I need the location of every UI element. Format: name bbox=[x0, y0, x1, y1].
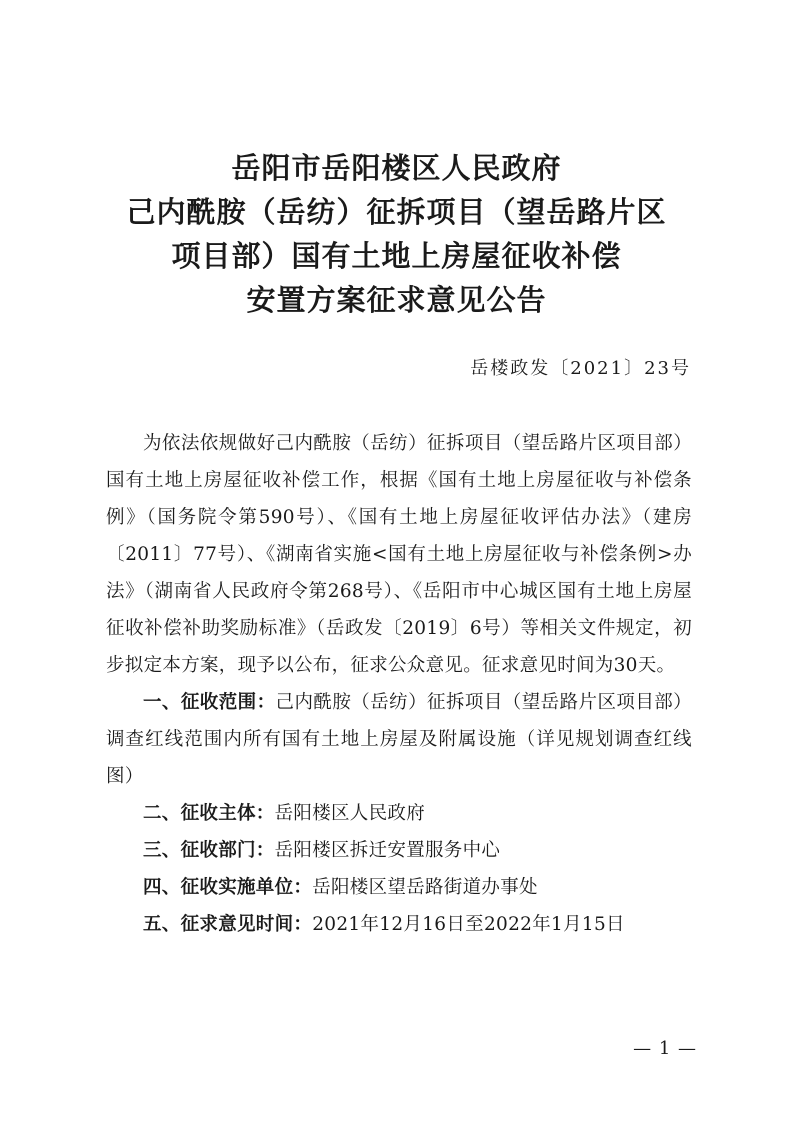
section-text: 己内酰胺（岳纺）征拆项目（望岳路片区项目部）调查红线范围内所有国有土地上房屋及附属设施（详见规划调查红线图） bbox=[106, 692, 692, 787]
section-label: 四、征收实施单位： bbox=[143, 877, 313, 898]
section-period bbox=[106, 906, 692, 943]
section-label: 五、征求意见时间： bbox=[143, 914, 313, 935]
section-subject bbox=[106, 795, 692, 832]
document-title bbox=[0, 146, 793, 322]
section-label: 一、征收范围： bbox=[143, 692, 276, 713]
title-line-1: 岳阳市岳阳楼区人民政府 bbox=[231, 151, 562, 185]
title-line-3: 项目部）国有土地上房屋征收补偿 bbox=[171, 239, 622, 273]
section-label: 三、征收部门： bbox=[143, 840, 275, 861]
section-text: 2021年12月16日至2022年1月15日 bbox=[312, 914, 625, 935]
section-text: 岳阳楼区拆迁安置服务中心 bbox=[274, 840, 501, 861]
intro-paragraph: 为依法依规做好己内酰胺（岳纺）征拆项目（望岳路片区项目部）国有土地上房屋征收补偿工作，根据《国有土地上房屋征收与补偿条例》（国务院令第590号）、《国有土地上房屋征收评估办法》（建房〔2011〕77号）、《湖南省实施<国有土地上房屋征收与补偿条例>办法》（湖南省人民政府令第268号）、《岳阳市中心城区国有土地上房屋征收补偿补助奖励标准》（岳政发〔2019〕6号）等相关文件规定，初步拟定本方案，现予以公布，征求公众意见。征求意见时间为30天。 bbox=[106, 433, 692, 676]
section-department bbox=[106, 832, 692, 869]
section-label: 二、征收主体： bbox=[143, 803, 275, 824]
document-body bbox=[106, 425, 692, 943]
document-number: 岳楼政发〔2021〕23号 bbox=[470, 358, 691, 379]
section-text: 岳阳楼区人民政府 bbox=[274, 803, 426, 824]
section-implementer bbox=[106, 869, 692, 906]
section-text: 岳阳楼区望岳路街道办事处 bbox=[312, 877, 538, 898]
title-line-2: 己内酰胺（岳纺）征拆项目（望岳路片区 bbox=[126, 195, 667, 229]
page-number: — 1 — bbox=[633, 1038, 697, 1059]
section-scope bbox=[106, 684, 692, 795]
title-line-4: 安置方案征求意见公告 bbox=[246, 283, 547, 317]
